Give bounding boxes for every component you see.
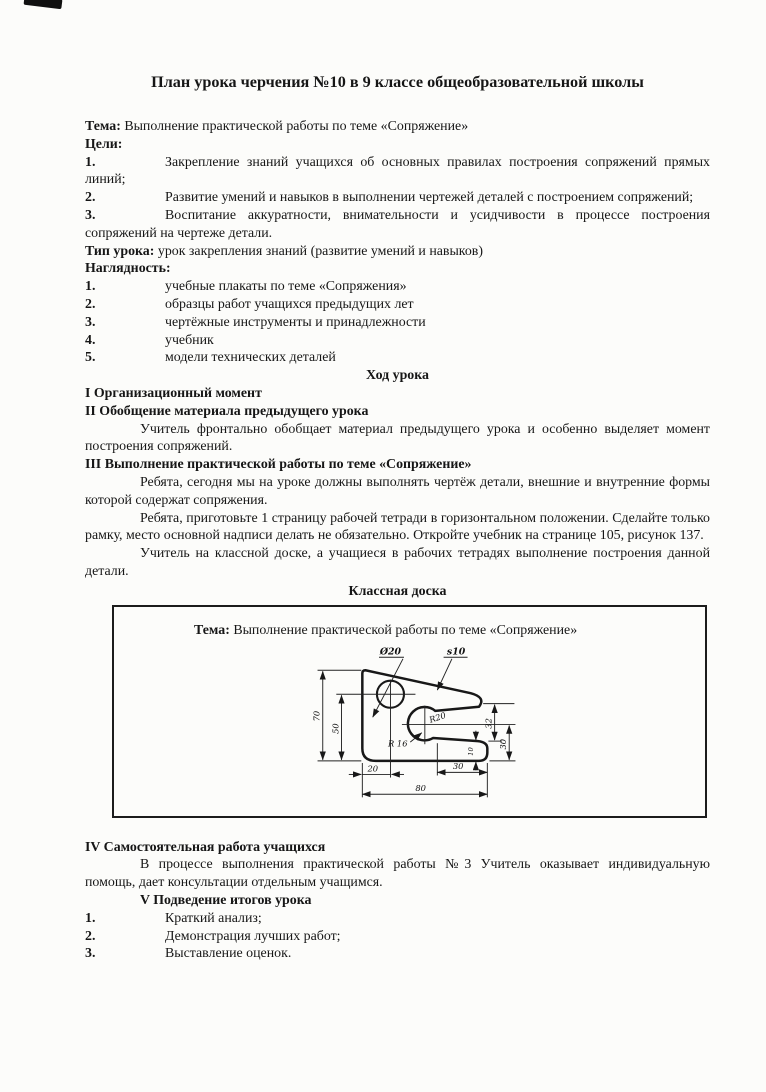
- visual-3-text: чертёжные инструменты и принадлежности: [165, 314, 426, 330]
- scan-artifact: [24, 0, 63, 9]
- summary-item-1: [85, 910, 710, 928]
- page-title: План урока черчения №10 в 9 классе общеобразовательной школы: [151, 73, 644, 91]
- goal-3-number: 3.: [85, 207, 96, 223]
- paragraph-3: Ребята, приготовьте 1 страницу рабочей тетради в горизонтальном положении. Сделайте только рамку, место основной надписи делать не обязательно. Откройте учебник на странице 105, рисунок 137.: [85, 510, 710, 544]
- document-body: [85, 118, 710, 963]
- visual-item-3: [85, 314, 710, 332]
- board-frame: [112, 605, 707, 818]
- goal-item-3: [85, 207, 710, 243]
- lesson-type-text: урок закрепления знаний (развитие умений и навыков): [157, 243, 483, 259]
- board-theme-line: [194, 622, 577, 640]
- summary-1-text: Краткий анализ;: [165, 910, 262, 926]
- board-theme-text: Выполнение практической работы по теме «Сопряжение»: [233, 622, 578, 638]
- visual-1-number: 1.: [85, 279, 96, 295]
- paragraph-4: Учитель на классной доске, а учащиеся в рабочих тетрадях выполнение построения данной детали.: [85, 546, 710, 579]
- paragraph-5: В процессе выполнения практической работы №3 Учитель оказывает индивидуальную помощь, дает консультации отдельным учащимся.: [85, 857, 710, 891]
- visual-3-number: 3.: [85, 314, 96, 330]
- goals-label-text: Цели:: [85, 136, 123, 152]
- goal-1-text: Закрепление знаний учащихся об основных правилах построения сопряжений прямых линий;: [85, 154, 710, 188]
- visual-item-2: [85, 296, 710, 314]
- goal-2-text: Развитие умений и навыков в выполнении чертежей деталей с построением сопряжений;: [165, 190, 694, 206]
- visual-4-number: 4.: [85, 332, 96, 348]
- goal-1-number: 1.: [85, 154, 96, 170]
- summary-item-3: [85, 945, 710, 963]
- dim-right-outer-label: 30: [498, 738, 509, 750]
- visual-1-text: учебные плакаты по теме «Сопряжения»: [165, 279, 407, 295]
- visual-item-1: [85, 278, 710, 296]
- thickness-label: s10: [446, 646, 466, 658]
- lesson-type-label: Тип урока:: [85, 243, 155, 259]
- flow-heading: Ход урока: [365, 368, 429, 384]
- section-heading-5: V Подведение итогов урока: [140, 892, 312, 908]
- dim-width-label: 80: [415, 782, 426, 793]
- diameter-label: Ø20: [379, 646, 402, 658]
- section-heading-3: III Выполнение практической работы по теме «Сопряжение»: [85, 457, 472, 473]
- dim-right-inner-label: 32: [483, 717, 494, 729]
- dim-height-label: 70: [311, 710, 322, 721]
- dim-small-label: 10: [466, 746, 475, 756]
- visual-5-text: модели технических деталей: [165, 350, 336, 366]
- visual-2-number: 2.: [85, 296, 96, 312]
- paragraph-2: Ребята, сегодня мы на уроке должны выполнять чертёж детали, внешние и внутренние формы которой содержат сопряжения.: [85, 474, 710, 508]
- goal-item-1: [85, 154, 710, 190]
- visual-2-text: образцы работ учащихся предыдущих лет: [165, 296, 414, 312]
- radius-small-label: R 16: [387, 737, 408, 748]
- section-heading-1: I Организационный момент: [85, 385, 262, 401]
- theme-line: [85, 118, 710, 136]
- radius-large-label: R20: [427, 709, 448, 725]
- visuals-label: [85, 260, 710, 278]
- summary-1-number: 1.: [85, 910, 96, 926]
- visual-5-number: 5.: [85, 350, 96, 366]
- summary-3-text: Выставление оценок.: [165, 946, 292, 962]
- summary-2-number: 2.: [85, 928, 96, 944]
- goal-2-number: 2.: [85, 190, 96, 206]
- theme-label: Тема:: [85, 119, 121, 134]
- visual-item-4: [85, 332, 710, 350]
- dim-bottom-right-label: 30: [452, 760, 464, 771]
- section-heading-2: II Обобщение материала предыдущего урока: [85, 403, 369, 419]
- visual-4-text: учебник: [165, 332, 214, 348]
- dim-bottom-left-label: 20: [367, 762, 379, 773]
- paragraph-1: Учитель фронтально обобщает материал предыдущего урока и особенно выделяет момент построения сопряжений.: [85, 421, 710, 455]
- lesson-type-line: [85, 243, 710, 261]
- summary-3-number: 3.: [85, 946, 96, 962]
- summary-2-text: Демонстрация лучших работ;: [165, 928, 341, 944]
- dim-to-hole-label: 50: [330, 722, 341, 734]
- goal-item-2: [85, 189, 710, 207]
- summary-item-2: [85, 928, 710, 946]
- board-heading: Классная доска: [348, 583, 447, 599]
- goal-3-text: Воспитание аккуратности, внимательности и усидчивости в процессе построения сопряжений на чертеже детали.: [85, 207, 710, 241]
- technical-drawing: [279, 641, 529, 811]
- visual-item-5: [85, 349, 710, 367]
- theme-text: Выполнение практической работы по теме «Сопряжение»: [124, 119, 469, 134]
- section-heading-4: IV Самостоятельная работа учащихся: [85, 839, 326, 855]
- goals-label: [85, 136, 710, 154]
- visuals-label-text: Наглядность:: [85, 261, 171, 277]
- board-theme-label: Тема:: [194, 622, 230, 638]
